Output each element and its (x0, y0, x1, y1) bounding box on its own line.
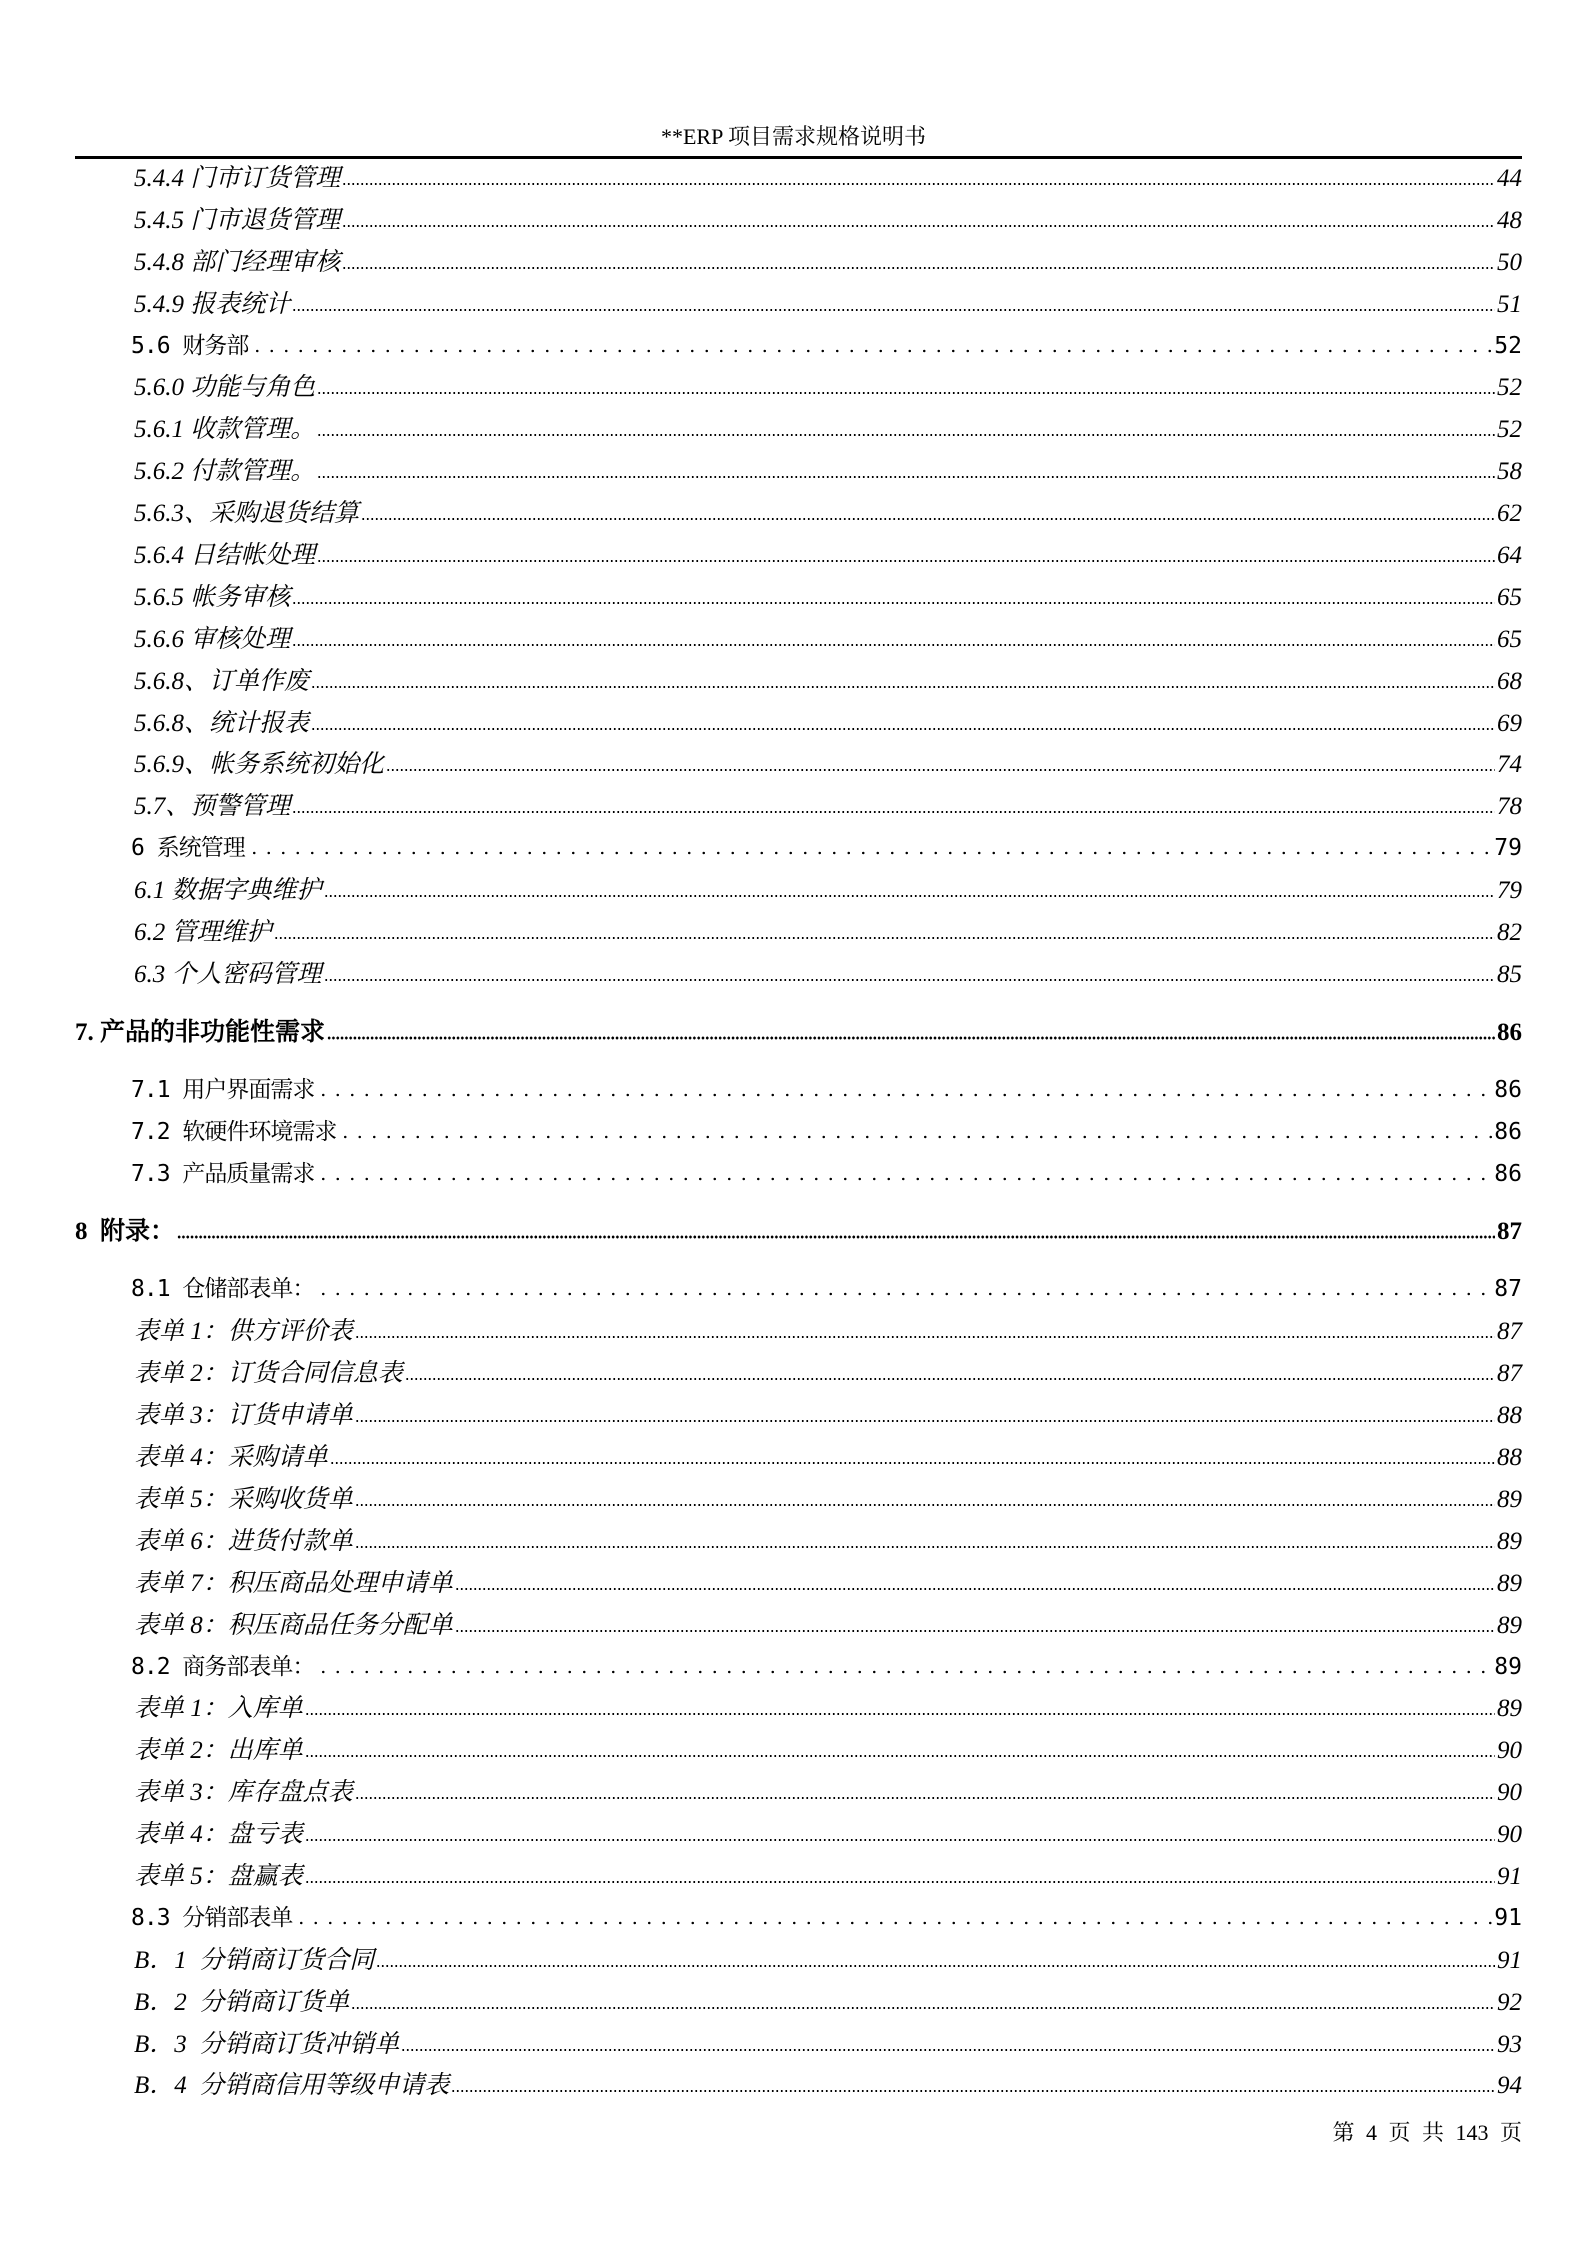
toc-entry[interactable] (75, 1898, 1522, 1940)
toc-entry-page: 93 (1497, 2030, 1522, 2058)
dot-leader (324, 894, 1495, 898)
toc-entry-page: 87 (1497, 1360, 1522, 1388)
dot-leader (305, 1838, 1495, 1842)
toc-entry-page: 89 (1497, 1485, 1522, 1513)
dot-leader (401, 2048, 1495, 2052)
toc-entry[interactable] (75, 1353, 1522, 1395)
dot-leader (274, 936, 1495, 940)
toc-entry[interactable] (75, 409, 1522, 451)
toc-entry[interactable] (75, 1688, 1522, 1730)
toc-entry-page: 78 (1497, 793, 1522, 821)
toc-entry-page: 88 (1497, 1402, 1522, 1430)
dot-leader (292, 810, 1495, 814)
toc-entry-page: 64 (1497, 542, 1522, 570)
toc-entry[interactable] (75, 870, 1522, 912)
toc-entry-title: B．4 分销商信用等级申请表 (134, 2072, 450, 2100)
toc-entry-title: 表单 3：库存盘点表 (134, 1779, 353, 1807)
toc-entry[interactable] (75, 661, 1522, 703)
toc-entry-title: 8.1 仓储部表单： (131, 1276, 315, 1303)
toc-chapter-entry[interactable] (75, 1211, 1522, 1253)
toc-entry-page: 91 (1494, 1904, 1522, 1931)
toc-entry[interactable] (75, 2024, 1522, 2066)
toc-entry-title: 表单 5：盘赢表 (134, 1862, 303, 1890)
toc-entry-title: 表单 1：供方评价表 (134, 1318, 353, 1346)
dot-leader (342, 266, 1495, 270)
toc-entry-title: 8.3 分销部表单 (131, 1904, 293, 1931)
toc-entry-page: 94 (1497, 2072, 1522, 2100)
dot-leader (355, 1419, 1495, 1423)
dot-leader (292, 601, 1495, 605)
toc-entry[interactable] (75, 451, 1522, 493)
toc-entry[interactable] (75, 1154, 1522, 1196)
toc-entry-title: 8.2 商务部表单： (131, 1653, 315, 1680)
dot-leader (317, 559, 1495, 563)
toc-entry-title: 6 系统管理 (131, 835, 245, 862)
toc-entry-title: 表单 2：出库单 (134, 1737, 303, 1765)
dot-leader (355, 1503, 1495, 1507)
page-footer: 第 4 页 共 143 页 (1332, 2120, 1522, 2145)
toc-entry[interactable] (75, 1605, 1522, 1647)
dot-leader (355, 1335, 1495, 1339)
toc-entry-title: 8 附录： (75, 1218, 176, 1246)
toc-entry-page: 91 (1497, 1946, 1522, 1974)
toc-entry[interactable] (75, 1856, 1522, 1898)
dot-leader (317, 433, 1495, 437)
toc-entry-page: 82 (1497, 919, 1522, 947)
dot-leader (376, 1964, 1495, 1968)
toc-entry-title: 5.6.1 收款管理。 (134, 416, 316, 444)
toc-entry[interactable] (75, 1772, 1522, 1814)
dot-leader (311, 685, 1495, 689)
toc-entry-title: 5.6.5 帐务审核 (134, 583, 291, 611)
toc-entry-page: 89 (1494, 1653, 1522, 1680)
toc-entry[interactable] (75, 1395, 1522, 1437)
toc-entry-title: 表单 3：订货申请单 (134, 1402, 353, 1430)
toc-entry[interactable] (75, 828, 1522, 870)
dot-leader (316, 1177, 1492, 1181)
toc-entry-page: 85 (1497, 960, 1522, 988)
dot-leader (386, 768, 1495, 772)
toc-entry[interactable] (75, 1940, 1522, 1982)
toc-entry-title: 表单 4：采购请单 (134, 1444, 328, 1472)
toc-entry-title: 5.6.6 审核处理 (134, 625, 291, 653)
toc-entry[interactable] (75, 326, 1522, 368)
dot-leader (355, 1796, 1495, 1800)
toc-entry[interactable] (75, 535, 1522, 577)
toc-entry-title: 表单 7：积压商品处理申请单 (134, 1569, 453, 1597)
dot-leader (355, 1545, 1495, 1549)
toc-entry-title: 表单 4：盘亏表 (134, 1821, 303, 1849)
toc-entry-page: 90 (1497, 1779, 1522, 1807)
toc-chapter-entry[interactable] (75, 1012, 1522, 1054)
toc-entry-page: 91 (1497, 1862, 1522, 1890)
toc-entry-page: 58 (1497, 458, 1522, 486)
toc-entry-page: 86 (1494, 1076, 1522, 1103)
dot-leader (342, 224, 1495, 228)
toc-entry[interactable] (75, 1070, 1522, 1112)
toc-entry-page: 90 (1497, 1737, 1522, 1765)
toc-entry-page: 50 (1497, 248, 1522, 276)
toc-entry-page: 87 (1494, 1276, 1522, 1303)
toc-entry-title: 5.6 财务部 (131, 332, 249, 359)
toc-entry[interactable] (75, 577, 1522, 619)
toc-entry-title: 5.4.9 报表统计 (134, 290, 291, 318)
toc-entry-page: 52 (1494, 332, 1522, 359)
toc-entry-page: 79 (1494, 835, 1522, 862)
dot-leader (342, 182, 1495, 186)
toc-entry[interactable] (75, 1730, 1522, 1772)
dot-leader (405, 1377, 1495, 1381)
toc-entry-title: 5.4.4 门市订货管理 (134, 165, 341, 192)
toc-entry[interactable] (75, 1521, 1522, 1563)
toc-entry-page: 65 (1497, 583, 1522, 611)
toc-entry[interactable] (75, 1437, 1522, 1479)
toc-entry-page: 48 (1497, 206, 1522, 234)
toc-entry[interactable] (75, 158, 1522, 200)
toc-entry[interactable] (75, 200, 1522, 242)
dot-leader (292, 308, 1495, 312)
dot-leader (316, 1292, 1492, 1296)
table-of-contents (75, 158, 1522, 2107)
toc-entry[interactable] (75, 786, 1522, 828)
toc-entry-page: 89 (1497, 1611, 1522, 1639)
toc-entry[interactable] (75, 703, 1522, 745)
toc-entry-title: 表单 8：积压商品任务分配单 (134, 1611, 453, 1639)
toc-entry[interactable] (75, 2065, 1522, 2107)
toc-entry-title: B．2 分销商订货单 (134, 1988, 350, 2016)
toc-entry[interactable] (75, 1814, 1522, 1856)
toc-entry-page: 86 (1497, 1018, 1522, 1046)
dot-leader (316, 1093, 1492, 1097)
toc-entry-title: 5.6.3、采购退货结算 (134, 500, 360, 528)
dot-leader (316, 1670, 1492, 1674)
toc-entry[interactable] (75, 1982, 1522, 2024)
toc-entry-title: 7.3 产品质量需求 (131, 1160, 315, 1187)
dot-leader (327, 1036, 1495, 1040)
toc-entry[interactable] (75, 619, 1522, 661)
toc-entry[interactable] (75, 744, 1522, 786)
toc-entry-title: 5.6.8、订单作废 (134, 667, 310, 695)
toc-entry[interactable] (75, 1479, 1522, 1521)
toc-entry-title: 7.1 用户界面需求 (131, 1076, 315, 1103)
toc-entry[interactable] (75, 912, 1522, 954)
toc-entry-page: 51 (1497, 290, 1522, 318)
dot-leader (361, 517, 1495, 521)
toc-entry-title: 5.6.2 付款管理。 (134, 458, 316, 486)
toc-entry-title: 6.2 管理维护 (134, 919, 272, 947)
toc-entry-title: 6.3 个人密码管理 (134, 960, 322, 988)
toc-entry-title: 表单 5：采购收货单 (134, 1485, 353, 1513)
dot-leader (311, 727, 1495, 731)
toc-entry[interactable] (75, 1269, 1522, 1311)
toc-entry[interactable] (75, 242, 1522, 284)
toc-entry-title: 5.6.8、统计报表 (134, 709, 310, 737)
toc-entry-page: 74 (1497, 751, 1522, 779)
toc-entry[interactable] (75, 1647, 1522, 1689)
toc-entry-title: B．3 分销商订货冲销单 (134, 2030, 400, 2058)
dot-leader (305, 1712, 1495, 1716)
toc-entry-page: 86 (1494, 1160, 1522, 1187)
dot-leader (455, 1629, 1495, 1633)
toc-entry-page: 62 (1497, 500, 1522, 528)
dot-leader (317, 475, 1495, 479)
toc-entry-title: B．1 分销商订货合同 (134, 1946, 375, 1974)
toc-entry-title: 7.2 软硬件环境需求 (131, 1118, 337, 1145)
dot-leader (305, 1880, 1495, 1884)
toc-entry-page: 89 (1497, 1695, 1522, 1723)
toc-entry-page: 69 (1497, 709, 1522, 737)
dot-leader (338, 1135, 1492, 1139)
toc-entry-title: 5.4.8 部门经理审核 (134, 248, 341, 276)
dot-leader (305, 1754, 1495, 1758)
toc-entry-page: 89 (1497, 1527, 1522, 1555)
dot-leader (351, 2006, 1495, 2010)
dot-leader (451, 2089, 1495, 2093)
toc-entry-title: 7. 产品的非功能性需求 (75, 1018, 326, 1046)
toc-entry-title: 6.1 数据字典维护 (134, 877, 322, 905)
dot-leader (294, 1921, 1492, 1925)
toc-entry-page: 87 (1497, 1318, 1522, 1346)
toc-entry-page: 52 (1497, 374, 1522, 402)
toc-entry[interactable] (75, 1112, 1522, 1154)
toc-entry-page: 89 (1497, 1569, 1522, 1597)
dot-leader (324, 978, 1495, 982)
toc-entry[interactable] (75, 284, 1522, 326)
toc-entry[interactable] (75, 1563, 1522, 1605)
toc-entry[interactable] (75, 954, 1522, 996)
toc-entry-page: 88 (1497, 1444, 1522, 1472)
toc-entry-title: 5.6.9、帐务系统初始化 (134, 751, 385, 779)
toc-entry-page: 90 (1497, 1821, 1522, 1849)
dot-leader (317, 391, 1495, 395)
toc-entry[interactable] (75, 493, 1522, 535)
toc-entry-page: 68 (1497, 667, 1522, 695)
dot-leader (177, 1235, 1495, 1239)
dot-leader (250, 349, 1492, 353)
document-header: **ERP 项目需求规格说明书 (660, 124, 927, 149)
toc-entry-page: 65 (1497, 625, 1522, 653)
toc-entry-page: 44 (1497, 165, 1522, 192)
toc-entry-title: 表单 1：入库单 (134, 1695, 303, 1723)
toc-entry-title: 5.6.4 日结帐处理 (134, 542, 316, 570)
toc-entry[interactable] (75, 367, 1522, 409)
dot-leader (455, 1587, 1495, 1591)
toc-entry-title: 5.4.5 门市退货管理 (134, 206, 341, 234)
dot-leader (292, 643, 1495, 647)
toc-entry-page: 52 (1497, 416, 1522, 444)
toc-entry-page: 92 (1497, 1988, 1522, 2016)
dot-leader (247, 851, 1493, 855)
toc-entry-title: 表单 2：订货合同信息表 (134, 1360, 403, 1388)
dot-leader (330, 1461, 1495, 1465)
toc-entry-title: 5.6.0 功能与角色 (134, 374, 316, 402)
toc-entry-page: 86 (1494, 1118, 1522, 1145)
toc-entry-title: 5.7、预警管理 (134, 793, 291, 821)
toc-entry-page: 79 (1497, 877, 1522, 905)
toc-entry[interactable] (75, 1311, 1522, 1353)
toc-entry-page: 87 (1497, 1218, 1522, 1246)
toc-entry-title: 表单 6：进货付款单 (134, 1527, 353, 1555)
